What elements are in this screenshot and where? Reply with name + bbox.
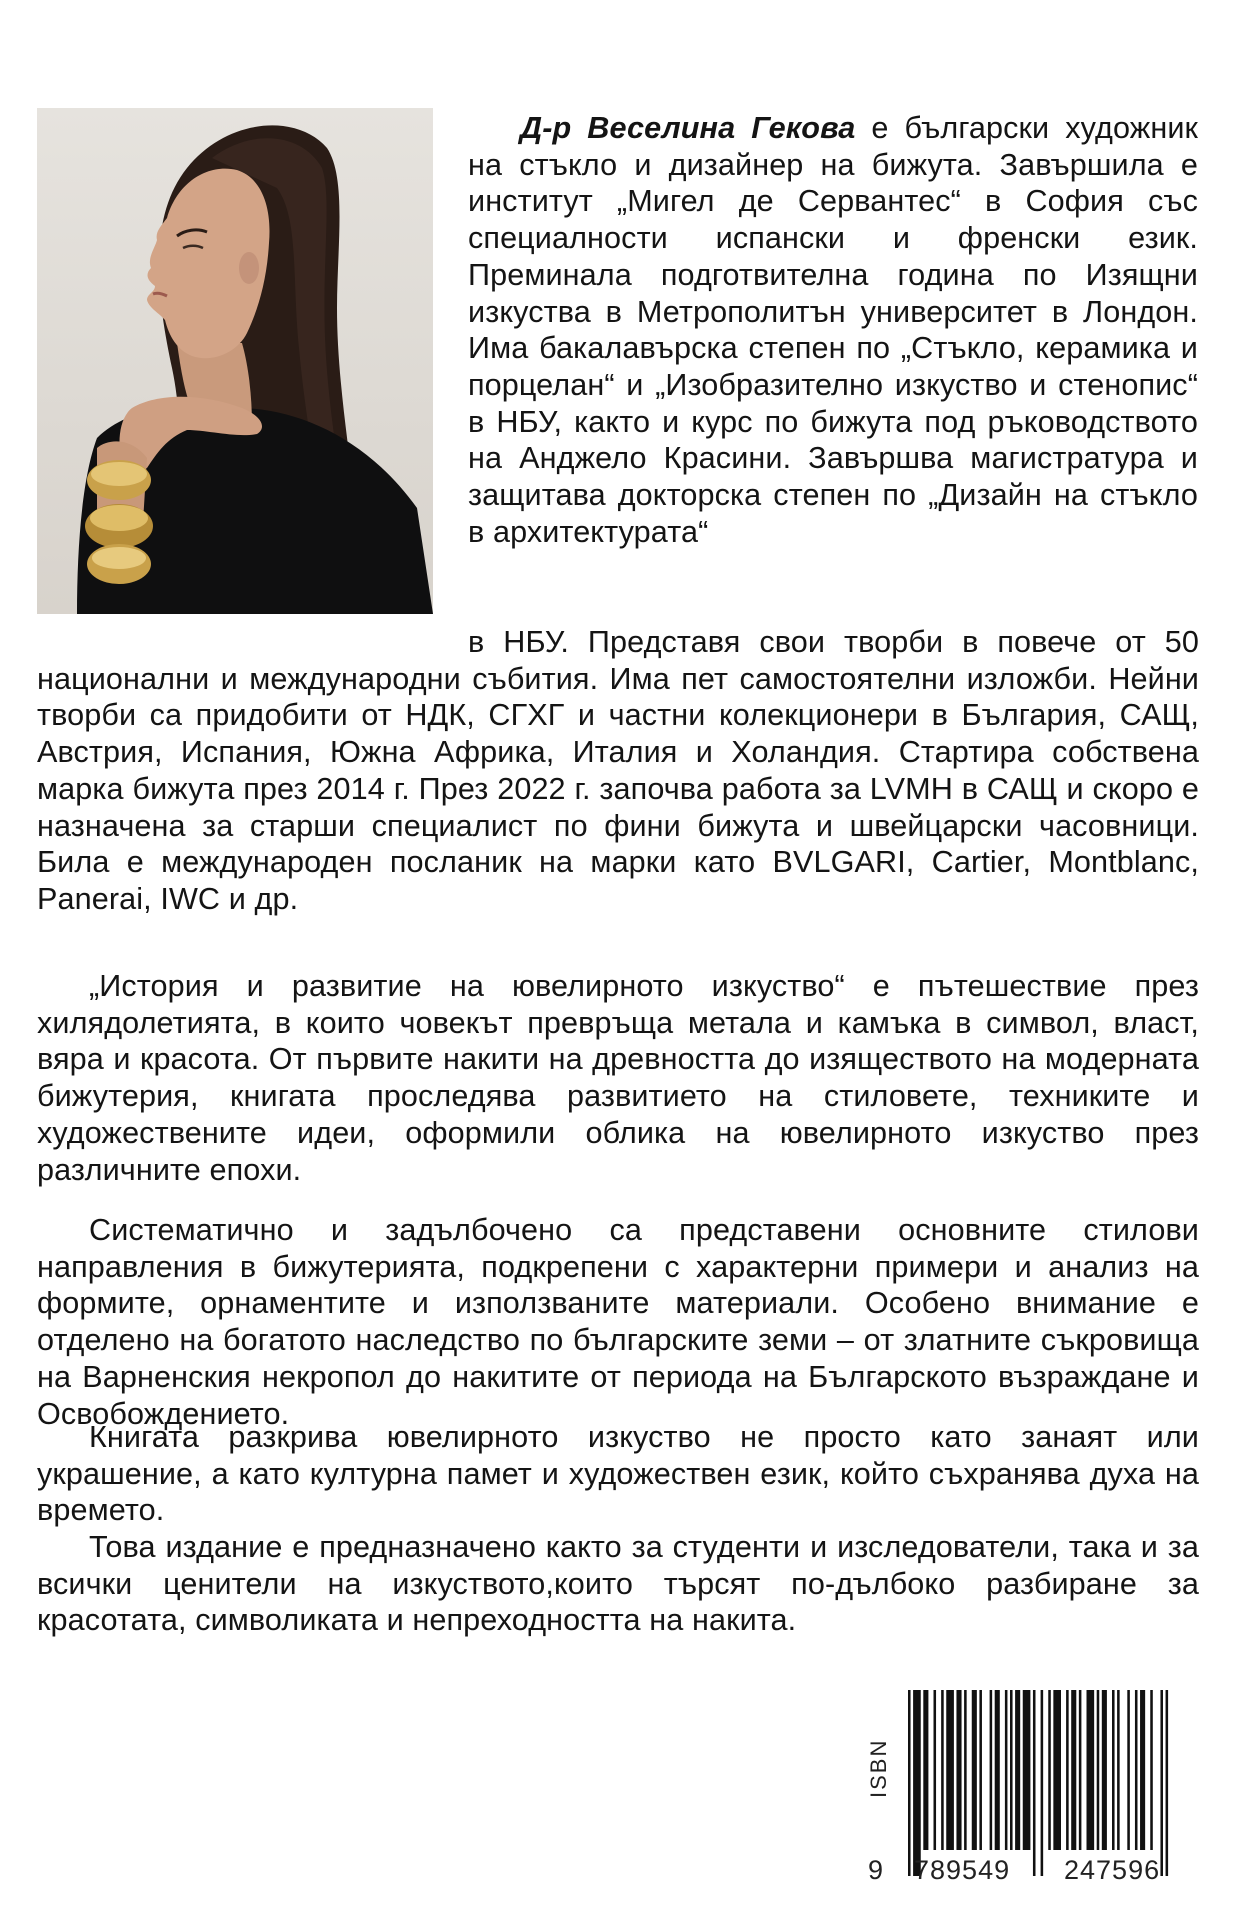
barcode-bar (1135, 1690, 1138, 1850)
barcode-bar (1097, 1690, 1100, 1850)
author-portrait (37, 108, 433, 614)
barcode-bar (1048, 1690, 1051, 1850)
barcode-bar (1166, 1690, 1169, 1876)
barcode-bar (1102, 1690, 1107, 1850)
description-paragraph-1: „История и развитие на ювелирното изкуство“ е пътешествие през хилядолетията, в които човекът превръща метала и камъка в символ, власт, вяра и красота. От първите накити на древността до изяществото на модерната бижутерия, книгата проследява развитието на стиловете, техниките и художествените идеи, оформили облика на ювелирното изкуство през различните епохи. (37, 969, 1199, 1187)
isbn-digit-lead: 9 (868, 1855, 885, 1885)
barcode-bar (995, 1690, 1000, 1850)
barcode-bar (946, 1690, 954, 1850)
isbn-label: ISBN (866, 1738, 891, 1798)
description-paragraph-2: Систематично и задълбочено са представени основните стилови направления в бижутерията, подкрепени с характерни примери и анализ на формите, орнаментите и използваните материали. Особено внимание е отделено на богатото наследство по българските земи – от златните съкровища на Варненския некропол до накитите от периода на Българското възраждане и Освобождението. (37, 1213, 1199, 1431)
author-bio-intro-text: е български художник на стъкло и дизайнер на бижута. Завършила е институт „Мигел де Сервантес“ в София със специалности испански и френски език. Преминала подготвителна година по Изящни изкуства в Метрополитън университет в Лондон. Има бакалавърска степен по „Стъкло, керамика и порцелан“ и „Изобразително изкуство и стенопис“ в НБУ, както и курс по бижута под ръководството на Анджело Красини. Завършва магистратура и защитава докторска степен по „Дизайн на стъкло в архитектурата“ (468, 111, 1198, 549)
barcode-bar (979, 1690, 982, 1850)
barcode-bar (956, 1690, 961, 1850)
barcode-bar (934, 1690, 937, 1850)
barcode-bar (964, 1690, 967, 1850)
author-portrait-illustration (37, 108, 433, 614)
barcode-bar (941, 1690, 944, 1850)
barcode-bar (1023, 1690, 1031, 1850)
description-paragraph-3: Книгата разкрива ювелирното изкуство не просто като занаят или украшение, а като културна памет и художествен език, който съхранява духа на времето. (37, 1420, 1199, 1528)
author-bio-rest-text: национални и международни събития. Има пет самостоятелни изложби. Нейни творби са придобити от НДК, СГХГ и частни колекционери в България, САЩ, Австрия, Испания, Южна Африка, Италия и Холандия. Стартира собствена марка бижута през 2014 г. През 2022 г. започва работа за LVMH в САЩ и скоро е назначена за старши специалист по фини бижута и швейцарски часовници. Била е международен посланик на марки като BVLGARI, Cartier, Montblanc, Panerai, IWC и др. (37, 661, 1199, 916)
barcode-bar (1160, 1690, 1163, 1876)
barcode-bar (1066, 1690, 1069, 1850)
isbn-barcode (872, 1690, 1212, 1876)
barcode-bar (923, 1690, 928, 1850)
barcode-bar (1150, 1690, 1153, 1850)
author-bio-intro (468, 110, 1198, 550)
barcode-bar (1041, 1690, 1044, 1876)
barcode-bar (1005, 1690, 1008, 1850)
barcode-bar (1127, 1690, 1130, 1850)
barcode-bar (1112, 1690, 1115, 1850)
barcode-bar (972, 1690, 977, 1850)
barcode-bar (1071, 1690, 1076, 1850)
isbn-digits-group-1: 789549 (914, 1855, 1011, 1885)
author-bio-continued (37, 624, 1199, 918)
barcode-bar (1117, 1690, 1120, 1850)
barcode-bar (1140, 1690, 1145, 1850)
isbn-digits-group-2: 247596 (1064, 1855, 1161, 1885)
author-bio-line: в НБУ. Представя свои творби в повече от 50 (468, 625, 1199, 659)
barcode-bar (1033, 1690, 1036, 1876)
barcode-bar (1053, 1690, 1061, 1850)
barcode-bar (908, 1690, 911, 1876)
author-name: Д-р Веселина Гекова (520, 111, 856, 145)
barcode-bar (990, 1690, 993, 1850)
barcode-bar (1087, 1690, 1095, 1850)
description-paragraph-4: Това издание е предназначено както за студенти и изследователи, така и за всички ценители на изкуството,които търсят по-дълбоко разбиране за красотата, символиката и непреходността на накита. (37, 1530, 1199, 1638)
barcode-bar (1079, 1690, 1082, 1850)
barcode-bar (1010, 1690, 1013, 1850)
barcode-bar (1015, 1690, 1020, 1850)
barcode-bar (913, 1690, 921, 1876)
